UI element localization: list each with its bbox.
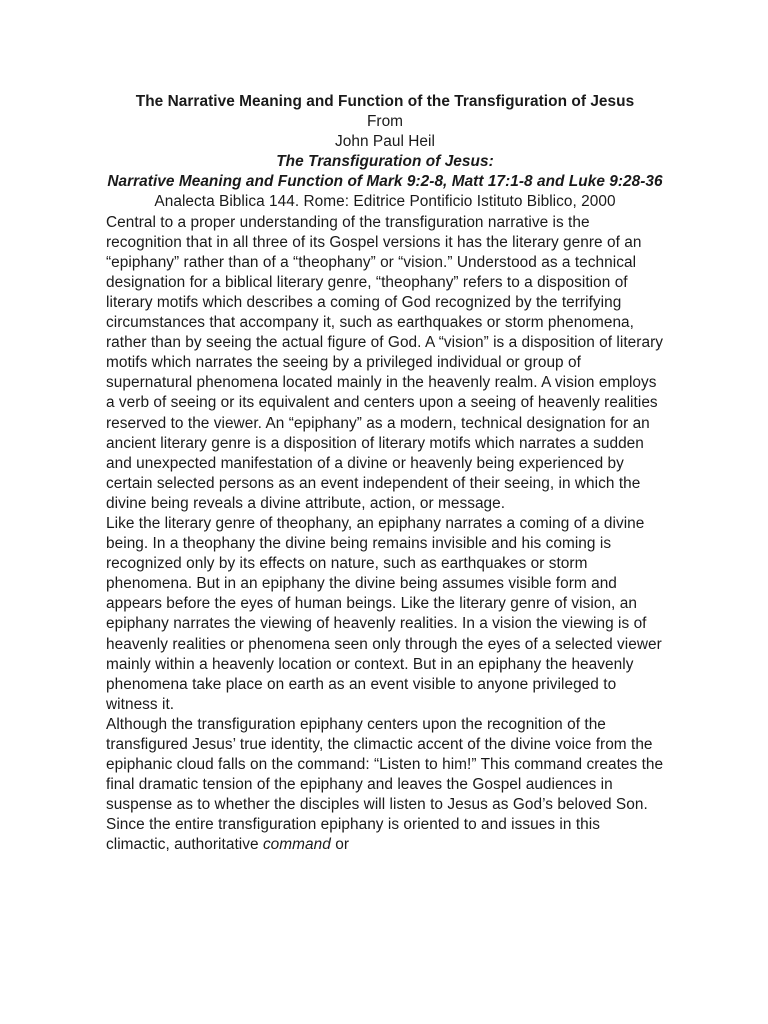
book-title: The Transfiguration of Jesus: <box>276 153 494 171</box>
body-paragraph-1: Central to a proper understanding of the transfiguration narrative is the recognition that in all three of its Gospel versions it has the literary genre of an “epiphany” rather than of a “theophany” or “vision.” Understood as a technical designation for a biblical literary genre, “theophany” refers to a disposition of literary motifs which describes a coming of God recognized by the terrifying circumstances that accompany it, such as earthquakes or storm phenomena, rather than by seeing the actual figure of God. A “vision” is a disposition of literary motifs which narrates the seeing by a privileged individual or group of supernatural phenomena located mainly in the heavenly realm. A vision employs a verb of seeing or its equivalent and centers upon a seeing of heavenly realities reserved to the viewer. An “epiphany” as a modern, technical designation for an ancient literary genre is a disposition of literary motifs which narrates a sudden and unexpected manifestation of a divine or heavenly being experienced by certain selected persons as an event independent of their seeing, in which the divine being reveals a divine attribute, action, or message. <box>106 213 663 512</box>
body-paragraph-2: Like the literary genre of theophany, an epiphany narrates a coming of a divine being. In a theophany the divine being remains invisible and his coming is recognized only by its effects on nature, such as earthquakes or storm phenomena. But in an epiphany the divine being assumes visible form and appears before the eyes of human beings. Like the literary genre of vision, an epiphany narrates the viewing of heavenly realities. In a vision the viewing is of heavenly realities or phenomena seen only through the eyes of a selected viewer mainly within a heavenly location or context. But in an epiphany the heavenly phenomena take place on earth as an event visible to anyone privileged to witness it. <box>106 514 662 713</box>
emphasized-word: command <box>262 836 331 854</box>
document-title: The Narrative Meaning and Function of the Transfiguration of Jesus <box>135 93 635 110</box>
body-paragraph-3-tail: or <box>335 836 349 854</box>
publication-info: Analecta Biblica 144. Rome: Editrice Pontificio Istituto Biblico, 2000 <box>154 193 616 211</box>
document-content <box>106 92 664 856</box>
book-subtitle: Narrative Meaning and Function of Mark 9:2-8, Matt 17:1-8 and Luke 9:28-36 <box>107 173 663 191</box>
body-paragraph-3-text: Although the transfiguration epiphany centers upon the recognition of the transfigured Jesus’ true identity, the climactic accent of the divine voice from the epiphanic cloud falls on the command: “Listen to him!” This command creates the final dramatic tension of the epiphany and leaves the Gospel audiences in suspense as to whether the disciples will listen to Jesus as God’s beloved Son. Since the entire transfiguration epiphany is oriented to and issues in this climactic, authoritative <box>106 715 664 854</box>
body-paragraph-3 <box>106 715 664 856</box>
from-label: From <box>366 113 404 131</box>
author-name: John Paul Heil <box>335 133 435 151</box>
